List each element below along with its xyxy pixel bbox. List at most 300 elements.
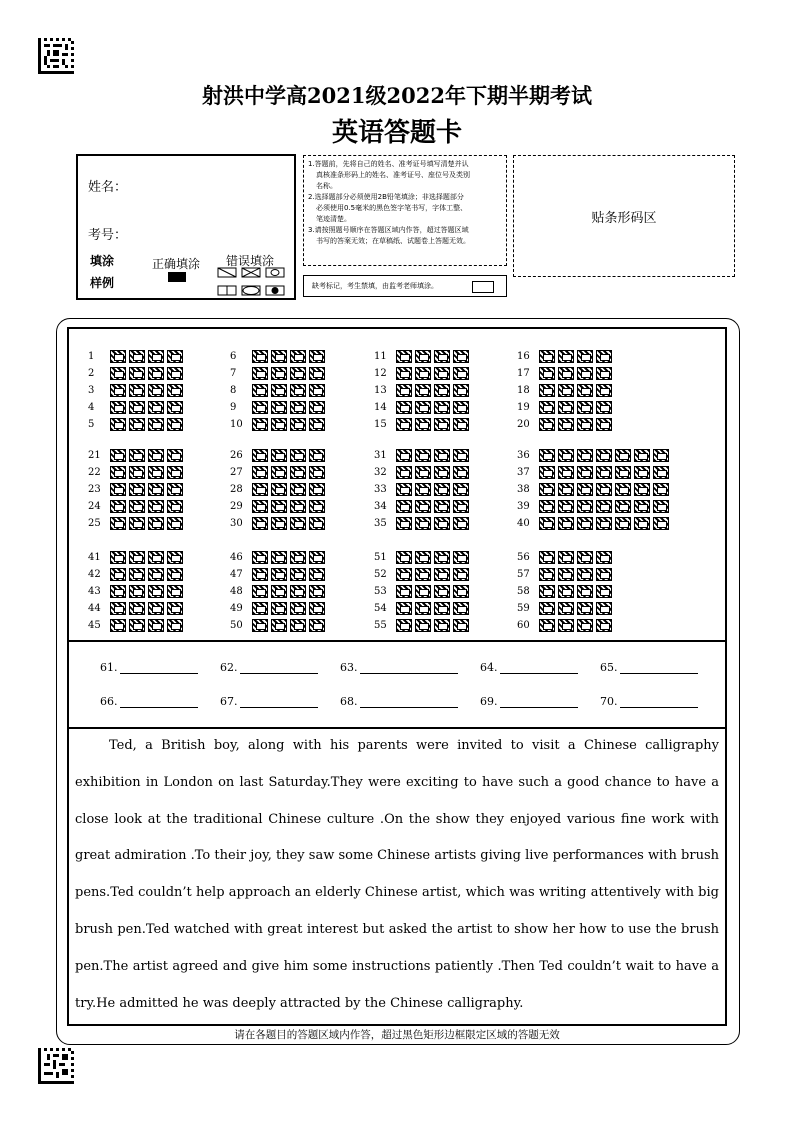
answer-bubble[interactable] [167, 350, 183, 363]
answer-bubble[interactable] [309, 585, 325, 598]
answer-bubble[interactable] [396, 449, 412, 462]
answer-bubble[interactable] [309, 367, 325, 380]
answer-line[interactable] [120, 661, 198, 674]
answer-bubble[interactable] [252, 602, 268, 615]
choice-row [230, 498, 325, 515]
answer-line[interactable] [240, 661, 318, 674]
answer-bubble[interactable] [558, 418, 574, 431]
answer-bubble[interactable] [252, 401, 268, 414]
answer-bubble[interactable] [577, 517, 593, 530]
answer-bubble[interactable] [434, 401, 450, 414]
answer-bubble[interactable] [129, 500, 145, 513]
answer-bubble[interactable] [290, 517, 306, 530]
answer-bubble[interactable] [453, 466, 469, 479]
answer-bubble[interactable] [558, 466, 574, 479]
answer-bubble[interactable] [167, 500, 183, 513]
question-number: 14 [374, 402, 387, 413]
answer-bubble[interactable] [577, 500, 593, 513]
answer-bubble[interactable] [577, 384, 593, 397]
answer-bubble[interactable] [110, 602, 126, 615]
answer-bubble[interactable] [129, 602, 145, 615]
answer-bubble[interactable] [167, 466, 183, 479]
answer-bubble[interactable] [252, 483, 268, 496]
option-group [396, 384, 469, 397]
answer-bubble[interactable] [634, 483, 650, 496]
answer-bubble[interactable] [634, 517, 650, 530]
answer-bubble[interactable] [596, 449, 612, 462]
answer-bubble[interactable] [252, 466, 268, 479]
answer-bubble[interactable] [596, 384, 612, 397]
answer-line[interactable] [500, 661, 578, 674]
answer-bubble[interactable] [539, 619, 555, 632]
answer-bubble[interactable] [271, 568, 287, 581]
answer-bubble[interactable] [148, 367, 164, 380]
answer-bubble[interactable] [167, 418, 183, 431]
answer-bubble[interactable] [558, 401, 574, 414]
answer-bubble[interactable] [577, 350, 593, 363]
answer-bubble[interactable] [415, 483, 431, 496]
answer-bubble[interactable] [596, 585, 612, 598]
answer-bubble[interactable] [252, 418, 268, 431]
answer-bubble[interactable] [615, 500, 631, 513]
answer-bubble[interactable] [558, 517, 574, 530]
answer-bubble[interactable] [396, 500, 412, 513]
answer-bubble[interactable] [309, 449, 325, 462]
answer-bubble[interactable] [558, 449, 574, 462]
answer-bubble[interactable] [110, 401, 126, 414]
answer-bubble[interactable] [396, 568, 412, 581]
answer-bubble[interactable] [396, 384, 412, 397]
answer-bubble[interactable] [309, 466, 325, 479]
answer-bubble[interactable] [271, 517, 287, 530]
answer-bubble[interactable] [596, 350, 612, 363]
answer-bubble[interactable] [290, 551, 306, 564]
answer-bubble[interactable] [577, 551, 593, 564]
answer-bubble[interactable] [539, 367, 555, 380]
answer-bubble[interactable] [434, 517, 450, 530]
answer-bubble[interactable] [309, 517, 325, 530]
answer-bubble[interactable] [309, 602, 325, 615]
answer-bubble[interactable] [615, 466, 631, 479]
answer-bubble[interactable] [290, 367, 306, 380]
answer-bubble[interactable] [434, 350, 450, 363]
answer-line[interactable] [240, 695, 318, 708]
answer-bubble[interactable] [129, 384, 145, 397]
answer-bubble[interactable] [453, 551, 469, 564]
answer-bubble[interactable] [596, 568, 612, 581]
choice-row [517, 481, 669, 498]
answer-bubble[interactable] [453, 350, 469, 363]
answer-bubble[interactable] [539, 449, 555, 462]
answer-bubble[interactable] [558, 500, 574, 513]
answer-bubble[interactable] [252, 568, 268, 581]
answer-bubble[interactable] [148, 568, 164, 581]
choice-row [374, 515, 469, 532]
answer-bubble[interactable] [129, 517, 145, 530]
choice-row [88, 416, 183, 433]
answer-bubble[interactable] [290, 568, 306, 581]
answer-bubble[interactable] [396, 602, 412, 615]
option-group [396, 500, 469, 513]
answer-bubble[interactable] [148, 384, 164, 397]
answer-bubble[interactable] [434, 585, 450, 598]
answer-bubble[interactable] [110, 466, 126, 479]
answer-bubble[interactable] [148, 602, 164, 615]
answer-bubble[interactable] [539, 585, 555, 598]
answer-bubble[interactable] [396, 401, 412, 414]
note-line: 名称。 [316, 182, 337, 190]
answer-bubble[interactable] [290, 619, 306, 632]
answer-bubble[interactable] [453, 418, 469, 431]
answer-bubble[interactable] [252, 367, 268, 380]
fill-blank-item [340, 695, 458, 708]
answer-bubble[interactable] [110, 585, 126, 598]
answer-bubble[interactable] [252, 449, 268, 462]
answer-bubble[interactable] [271, 585, 287, 598]
answer-bubble[interactable] [271, 367, 287, 380]
answer-bubble[interactable] [415, 350, 431, 363]
option-group [252, 602, 325, 615]
answer-bubble[interactable] [453, 602, 469, 615]
answer-bubble[interactable] [110, 500, 126, 513]
answer-bubble[interactable] [148, 401, 164, 414]
answer-bubble[interactable] [290, 350, 306, 363]
answer-bubble[interactable] [110, 384, 126, 397]
answer-bubble[interactable] [539, 418, 555, 431]
answer-bubble[interactable] [415, 568, 431, 581]
answer-bubble[interactable] [148, 551, 164, 564]
question-number: 54 [374, 603, 387, 614]
answer-bubble[interactable] [453, 384, 469, 397]
answer-bubble[interactable] [615, 449, 631, 462]
answer-bubble[interactable] [577, 418, 593, 431]
answer-bubble[interactable] [434, 551, 450, 564]
answer-bubble[interactable] [539, 500, 555, 513]
answer-bubble[interactable] [271, 602, 287, 615]
answer-bubble[interactable] [129, 367, 145, 380]
question-number: 50 [230, 620, 243, 631]
answer-bubble[interactable] [396, 585, 412, 598]
answer-bubble[interactable] [252, 500, 268, 513]
answer-bubble[interactable] [577, 367, 593, 380]
answer-bubble[interactable] [453, 585, 469, 598]
answer-bubble[interactable] [396, 418, 412, 431]
answer-bubble[interactable] [309, 568, 325, 581]
answer-bubble[interactable] [148, 350, 164, 363]
option-group [110, 585, 183, 598]
answer-bubble[interactable] [110, 483, 126, 496]
answer-bubble[interactable] [396, 367, 412, 380]
answer-bubble[interactable] [539, 483, 555, 496]
answer-bubble[interactable] [309, 483, 325, 496]
option-group [396, 466, 469, 479]
answer-bubble[interactable] [252, 619, 268, 632]
answer-line[interactable] [120, 695, 198, 708]
answer-bubble[interactable] [290, 483, 306, 496]
answer-bubble[interactable] [110, 568, 126, 581]
answer-bubble[interactable] [290, 401, 306, 414]
answer-bubble[interactable] [539, 350, 555, 363]
answer-bubble[interactable] [634, 466, 650, 479]
answer-bubble[interactable] [558, 483, 574, 496]
answer-bubble[interactable] [148, 483, 164, 496]
answer-bubble[interactable] [577, 401, 593, 414]
answer-bubble[interactable] [290, 602, 306, 615]
answer-bubble[interactable] [129, 449, 145, 462]
answer-bubble[interactable] [596, 602, 612, 615]
answer-bubble[interactable] [434, 619, 450, 632]
answer-bubble[interactable] [129, 418, 145, 431]
answer-bubble[interactable] [110, 449, 126, 462]
answer-bubble[interactable] [396, 483, 412, 496]
answer-bubble[interactable] [558, 568, 574, 581]
answer-bubble[interactable] [167, 449, 183, 462]
question-number: 30 [230, 518, 243, 529]
answer-bubble[interactable] [434, 418, 450, 431]
option-group [252, 568, 325, 581]
barcode-area [513, 155, 735, 277]
answer-bubble[interactable] [596, 551, 612, 564]
answer-bubble[interactable] [148, 449, 164, 462]
answer-bubble[interactable] [167, 585, 183, 598]
answer-bubble[interactable] [615, 517, 631, 530]
answer-bubble[interactable] [577, 483, 593, 496]
answer-bubble[interactable] [653, 466, 669, 479]
answer-bubble[interactable] [577, 619, 593, 632]
answer-bubble[interactable] [539, 401, 555, 414]
fill-blank-item [480, 661, 578, 674]
answer-bubble[interactable] [434, 500, 450, 513]
answer-bubble[interactable] [653, 449, 669, 462]
answer-bubble[interactable] [577, 466, 593, 479]
answer-bubble[interactable] [167, 384, 183, 397]
answer-bubble[interactable] [309, 418, 325, 431]
answer-bubble[interactable] [596, 619, 612, 632]
answer-bubble[interactable] [110, 619, 126, 632]
answer-bubble[interactable] [252, 551, 268, 564]
answer-line[interactable] [620, 661, 698, 674]
answer-bubble[interactable] [453, 568, 469, 581]
answer-bubble[interactable] [110, 367, 126, 380]
answer-bubble[interactable] [290, 585, 306, 598]
answer-bubble[interactable] [434, 384, 450, 397]
answer-bubble[interactable] [415, 418, 431, 431]
answer-bubble[interactable] [167, 568, 183, 581]
answer-bubble[interactable] [577, 449, 593, 462]
answer-bubble[interactable] [252, 585, 268, 598]
answer-bubble[interactable] [453, 500, 469, 513]
answer-bubble[interactable] [634, 500, 650, 513]
answer-bubble[interactable] [558, 551, 574, 564]
answer-line[interactable] [500, 695, 578, 708]
answer-bubble[interactable] [434, 483, 450, 496]
answer-bubble[interactable] [167, 401, 183, 414]
answer-bubble[interactable] [148, 517, 164, 530]
answer-bubble[interactable] [434, 602, 450, 615]
answer-bubble[interactable] [415, 551, 431, 564]
answer-bubble[interactable] [558, 367, 574, 380]
answer-bubble[interactable] [539, 466, 555, 479]
answer-bubble[interactable] [415, 602, 431, 615]
answer-bubble[interactable] [167, 551, 183, 564]
answer-bubble[interactable] [252, 517, 268, 530]
answer-bubble[interactable] [309, 384, 325, 397]
answer-bubble[interactable] [148, 619, 164, 632]
answer-bubble[interactable] [110, 350, 126, 363]
question-number: 8 [230, 385, 237, 396]
answer-bubble[interactable] [453, 367, 469, 380]
answer-bubble[interactable] [453, 483, 469, 496]
answer-bubble[interactable] [309, 401, 325, 414]
answer-bubble[interactable] [596, 418, 612, 431]
choice-row [517, 416, 612, 433]
answer-bubble[interactable] [271, 384, 287, 397]
answer-bubble[interactable] [129, 350, 145, 363]
question-number: 33 [374, 484, 387, 495]
note-line: 笔迹清楚。 [316, 215, 351, 223]
answer-bubble[interactable] [415, 517, 431, 530]
answer-bubble[interactable] [539, 568, 555, 581]
answer-bubble[interactable] [596, 500, 612, 513]
answer-bubble[interactable] [252, 384, 268, 397]
answer-bubble[interactable] [596, 401, 612, 414]
answer-bubble[interactable] [558, 384, 574, 397]
answer-bubble[interactable] [129, 568, 145, 581]
question-number: 45 [88, 620, 101, 631]
answer-bubble[interactable] [396, 551, 412, 564]
answer-bubble[interactable] [577, 585, 593, 598]
answer-bubble[interactable] [415, 401, 431, 414]
answer-bubble[interactable] [167, 517, 183, 530]
answer-bubble[interactable] [271, 619, 287, 632]
answer-bubble[interactable] [129, 619, 145, 632]
answer-bubble[interactable] [271, 483, 287, 496]
answer-bubble[interactable] [653, 517, 669, 530]
answer-bubble[interactable] [129, 483, 145, 496]
blank-number: 67. [220, 695, 238, 708]
option-group [110, 483, 183, 496]
answer-bubble[interactable] [396, 619, 412, 632]
option-group [110, 602, 183, 615]
answer-bubble[interactable] [167, 602, 183, 615]
answer-bubble[interactable] [110, 418, 126, 431]
answer-bubble[interactable] [396, 466, 412, 479]
answer-bubble[interactable] [309, 619, 325, 632]
answer-bubble[interactable] [271, 551, 287, 564]
answer-bubble[interactable] [434, 466, 450, 479]
answer-bubble[interactable] [271, 466, 287, 479]
answer-bubble[interactable] [167, 483, 183, 496]
answer-bubble[interactable] [453, 449, 469, 462]
answer-bubble[interactable] [577, 568, 593, 581]
choice-row [517, 498, 669, 515]
answer-bubble[interactable] [596, 466, 612, 479]
answer-bubble[interactable] [415, 500, 431, 513]
answer-bubble[interactable] [290, 500, 306, 513]
answer-bubble[interactable] [309, 500, 325, 513]
answer-bubble[interactable] [271, 500, 287, 513]
answer-bubble[interactable] [309, 551, 325, 564]
absent-mark-checkbox[interactable] [472, 281, 494, 293]
answer-line[interactable] [360, 695, 458, 708]
answer-bubble[interactable] [148, 500, 164, 513]
answer-bubble[interactable] [558, 585, 574, 598]
answer-bubble[interactable] [167, 367, 183, 380]
answer-bubble[interactable] [434, 367, 450, 380]
answer-bubble[interactable] [110, 517, 126, 530]
answer-bubble[interactable] [290, 466, 306, 479]
answer-bubble[interactable] [558, 602, 574, 615]
choice-row [517, 464, 669, 481]
answer-line[interactable] [620, 695, 698, 708]
answer-bubble[interactable] [634, 449, 650, 462]
answer-bubble[interactable] [577, 602, 593, 615]
answer-bubble[interactable] [453, 401, 469, 414]
answer-bubble[interactable] [434, 449, 450, 462]
answer-bubble[interactable] [129, 551, 145, 564]
answer-bubble[interactable] [453, 619, 469, 632]
answer-bubble[interactable] [558, 350, 574, 363]
choice-row [517, 382, 612, 399]
answer-bubble[interactable] [453, 517, 469, 530]
answer-bubble[interactable] [558, 619, 574, 632]
answer-bubble[interactable] [271, 350, 287, 363]
answer-bubble[interactable] [271, 418, 287, 431]
answer-bubble[interactable] [129, 401, 145, 414]
answer-bubble[interactable] [539, 517, 555, 530]
answer-bubble[interactable] [252, 350, 268, 363]
answer-bubble[interactable] [415, 384, 431, 397]
answer-bubble[interactable] [596, 483, 612, 496]
choice-row [230, 566, 325, 583]
answer-bubble[interactable] [415, 367, 431, 380]
answer-line[interactable] [360, 661, 458, 674]
answer-bubble[interactable] [596, 367, 612, 380]
answer-bubble[interactable] [434, 568, 450, 581]
answer-bubble[interactable] [596, 517, 612, 530]
answer-bubble[interactable] [539, 384, 555, 397]
answer-bubble[interactable] [290, 418, 306, 431]
answer-bubble[interactable] [415, 585, 431, 598]
answer-bubble[interactable] [309, 350, 325, 363]
option-group [539, 500, 669, 513]
answer-bubble[interactable] [167, 619, 183, 632]
answer-bubble[interactable] [653, 500, 669, 513]
answer-bubble[interactable] [129, 466, 145, 479]
answer-bubble[interactable] [415, 619, 431, 632]
answer-bubble[interactable] [396, 350, 412, 363]
answer-bubble[interactable] [615, 483, 631, 496]
answer-bubble[interactable] [396, 517, 412, 530]
answer-bubble[interactable] [415, 466, 431, 479]
option-group [252, 500, 325, 513]
answer-bubble[interactable] [415, 449, 431, 462]
answer-bubble[interactable] [271, 449, 287, 462]
answer-bubble[interactable] [148, 418, 164, 431]
note-line: 必须使用0.5毫米的黑色签字笔书写，字体工整、 [316, 204, 468, 212]
answer-bubble[interactable] [271, 401, 287, 414]
question-number: 47 [230, 569, 243, 580]
answer-bubble[interactable] [539, 602, 555, 615]
answer-bubble[interactable] [539, 551, 555, 564]
answer-bubble[interactable] [290, 384, 306, 397]
answer-bubble[interactable] [129, 585, 145, 598]
answer-bubble[interactable] [110, 551, 126, 564]
answer-bubble[interactable] [653, 483, 669, 496]
answer-bubble[interactable] [148, 466, 164, 479]
answer-bubble[interactable] [290, 449, 306, 462]
answer-bubble[interactable] [148, 585, 164, 598]
